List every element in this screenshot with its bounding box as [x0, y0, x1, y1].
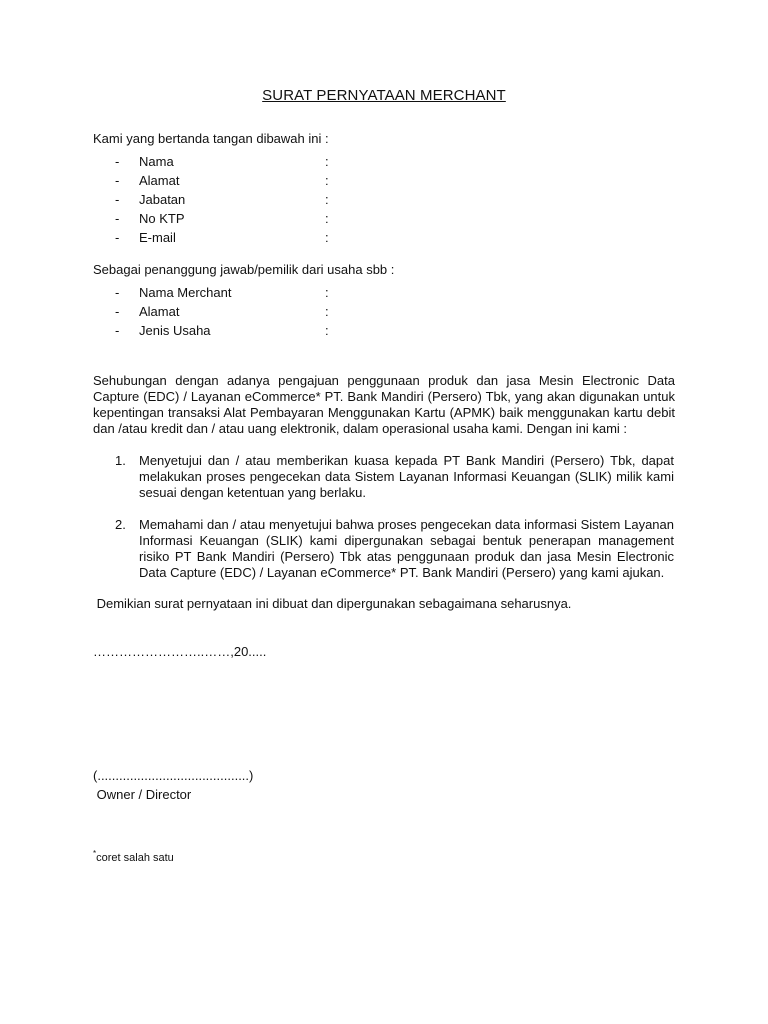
business-fields-list [93, 285, 675, 342]
document-title: SURAT PERNYATAAN MERCHANT [262, 87, 506, 104]
bullet-dash: - [115, 192, 120, 207]
body-paragraph: Sehubungan dengan adanya pengajuan penggunaan produk dan jasa Mesin Electronic Data Capture (EDC) / Layanan eCommerce* PT. Bank Mandiri (Persero) Tbk, yang akan digunakan untuk kepentingan transaksi Alat Pembayaran Menggunakan Kartu (APMK) baik menggunakan kartu debit dan /atau kredit dan / atau uang elektronik, dalam operasional usaha kami. Dengan ini kami : [93, 373, 675, 436]
field-colon: : [325, 154, 329, 169]
field-label-no-ktp: No KTP [139, 211, 185, 226]
signer-title: Owner / Director [93, 787, 192, 802]
field-label-jabatan: Jabatan [139, 192, 186, 207]
bullet-dash: - [115, 211, 120, 226]
list-item [93, 230, 675, 249]
place-date-line: ……………………..……,20..... [93, 644, 267, 659]
field-colon: : [325, 304, 329, 319]
list-item [93, 192, 675, 211]
list-item [93, 323, 675, 342]
bullet-dash: - [115, 230, 120, 245]
business-intro-text: Sebagai penanggung jawab/pemilik dari usaha sbb : [93, 262, 395, 277]
statement-number: 1. [115, 453, 126, 468]
footnote-text: coret salah satu [96, 852, 174, 864]
footnote-mark: * [93, 849, 97, 858]
statement-text: Menyetujui dan / atau memberikan kuasa kepada PT Bank Mandiri (Persero) Tbk, dapat melakukan proses pengecekan data Sistem Layanan Informasi Keuangan (SLIK) milik kami sesuai dengan ketentuan yang berlaku. [139, 453, 674, 500]
bullet-dash: - [115, 154, 120, 169]
field-colon: : [325, 230, 329, 245]
bullet-dash: - [115, 285, 120, 300]
intro-text: Kami yang bertanda tangan dibawah ini : [93, 131, 329, 146]
field-colon: : [325, 323, 329, 338]
field-colon: : [325, 211, 329, 226]
field-label-nama-merchant: Nama Merchant [139, 285, 232, 300]
bullet-dash: - [115, 323, 120, 338]
field-colon: : [325, 192, 329, 207]
list-item [93, 173, 675, 192]
personal-fields-list [93, 154, 675, 249]
field-label-alamat-usaha: Alamat [139, 304, 180, 319]
list-item [93, 304, 675, 323]
field-colon: : [325, 173, 329, 188]
statement-item-1 [93, 453, 675, 503]
list-item [93, 211, 675, 230]
field-label-alamat: Alamat [139, 173, 180, 188]
field-label-email: E-mail [139, 230, 176, 245]
statement-number: 2. [115, 517, 126, 532]
bullet-dash: - [115, 173, 120, 188]
field-label-nama: Nama [139, 154, 174, 169]
statement-text: Memahami dan / atau menyetujui bahwa proses pengecekan data informasi Sistem Layanan Informasi Keuangan (SLIK) kami dipergunakan sebagai bentuk penerapan management risiko PT Bank Mandiri (Persero) Tbk atas penggunaan produk dan jasa Mesin Electronic Data Capture (EDC) / Layanan eCommerce* PT. Bank Mandiri (Persero) yang kami ajukan. [139, 517, 674, 580]
field-label-jenis-usaha: Jenis Usaha [139, 323, 211, 338]
statement-item-2 [93, 517, 675, 583]
signature-line: (..........................................) [93, 768, 254, 783]
list-item [93, 285, 675, 304]
list-item [93, 154, 675, 173]
footnote [93, 850, 675, 866]
closing-statement: Demikian surat pernyataan ini dibuat dan dipergunakan sebagaimana seharusnya. [93, 596, 572, 611]
field-colon: : [325, 285, 329, 300]
bullet-dash: - [115, 304, 120, 319]
